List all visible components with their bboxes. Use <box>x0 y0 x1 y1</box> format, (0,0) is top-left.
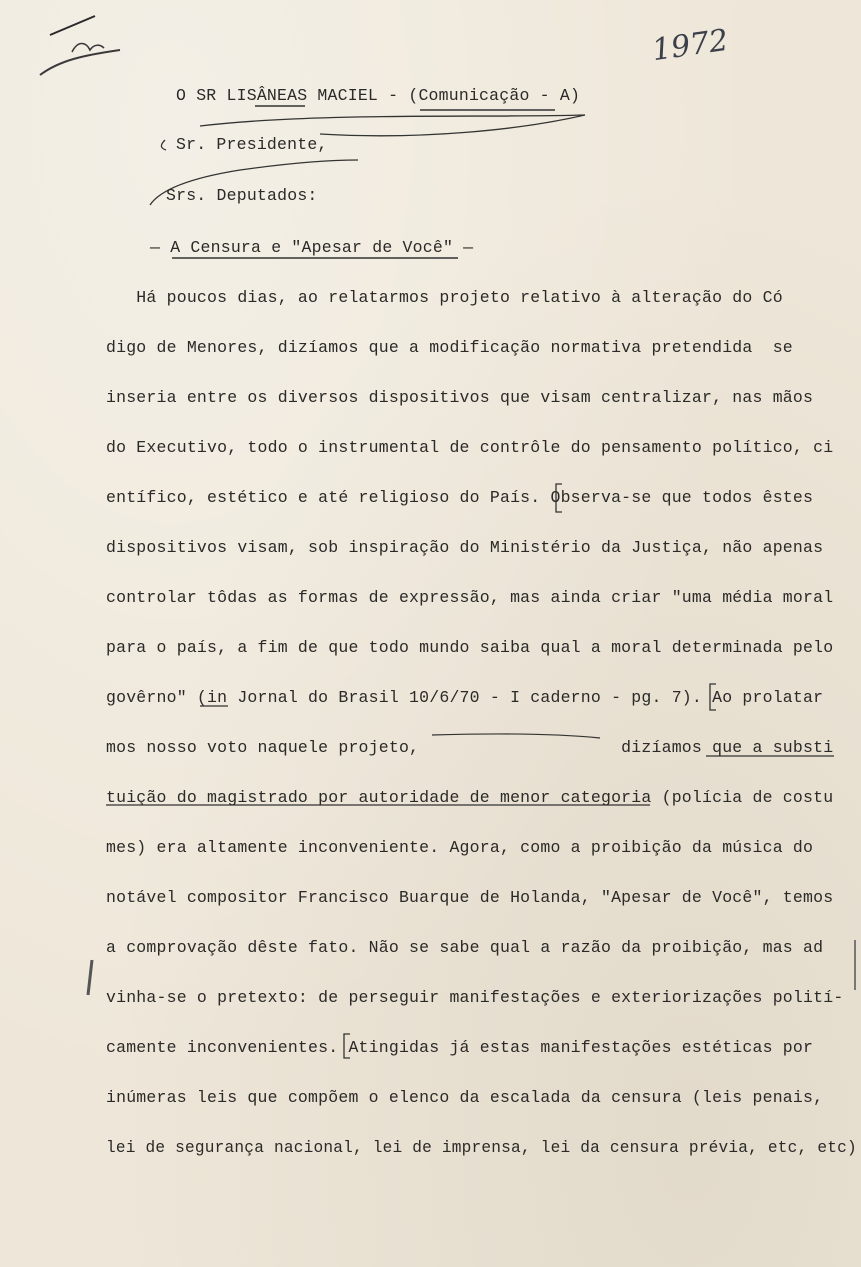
body-line-15: vinha-se o pretexto: de perseguir manifestações e exteriorizações polití- <box>106 988 844 1007</box>
body-line-12: mes) era altamente inconveniente. Agora, como a proibição da música do <box>106 838 814 857</box>
body-line-16: camente inconvenientes. Atingidas já estas manifestações estéticas por <box>106 1038 814 1057</box>
body-line-13: notável compositor Francisco Buarque de Holanda, "Apesar de Você", temos <box>106 888 834 907</box>
body-line-11: tuição do magistrado por autoridade de menor categoria (polícia de costu <box>106 788 834 807</box>
body-line-3: inseria entre os diversos dispositivos que visam centralizar, nas mãos <box>106 388 814 407</box>
body-line-17: inúmeras leis que compõem o elenco da escalada da censura (leis penais, <box>106 1088 824 1107</box>
document-heading: O SR LISÂNEAS MACIEL - (Comunicação - A) <box>176 86 581 105</box>
body-line-14: a comprovação dêste fato. Não se sabe qual a razão da proibição, mas ad <box>106 938 824 957</box>
handwritten-year: 1972 <box>649 22 731 69</box>
body-line-8: para o país, a fim de que todo mundo saiba qual a moral determinada pelo <box>106 638 834 657</box>
salutation-president: Sr. Presidente, <box>176 135 328 154</box>
body-line-9: govêrno" (in Jornal do Brasil 10/6/70 - I caderno - pg. 7). Ao prolatar <box>106 688 824 707</box>
body-line-5: entífico, estético e até religioso do País. Observa-se que todos êstes <box>106 488 814 507</box>
body-line-2: digo de Menores, dizíamos que a modificação normativa pretendida se <box>106 338 793 357</box>
body-line-6: dispositivos visam, sob inspiração do Ministério da Justiça, não apenas <box>106 538 824 557</box>
body-line-7: controlar tôdas as formas de expressão, mas ainda criar "uma média moral <box>106 588 834 607</box>
document-subtitle: — A Censura e "Apesar de Você" — <box>150 238 474 257</box>
body-line-4: do Executivo, todo o instrumental de contrôle do pensamento político, ci <box>106 438 834 457</box>
salutation-deputies: Srs. Deputados: <box>166 186 318 205</box>
body-line-18: lei de segurança nacional, lei de imprensa, lei da censura prévia, etc, etc) <box>106 1138 857 1157</box>
body-line-10: mos nosso voto naquele projeto, dizíamos que a substi <box>106 738 834 757</box>
body-line-1: Há poucos dias, ao relatarmos projeto relativo à alteração do Có <box>106 288 783 307</box>
